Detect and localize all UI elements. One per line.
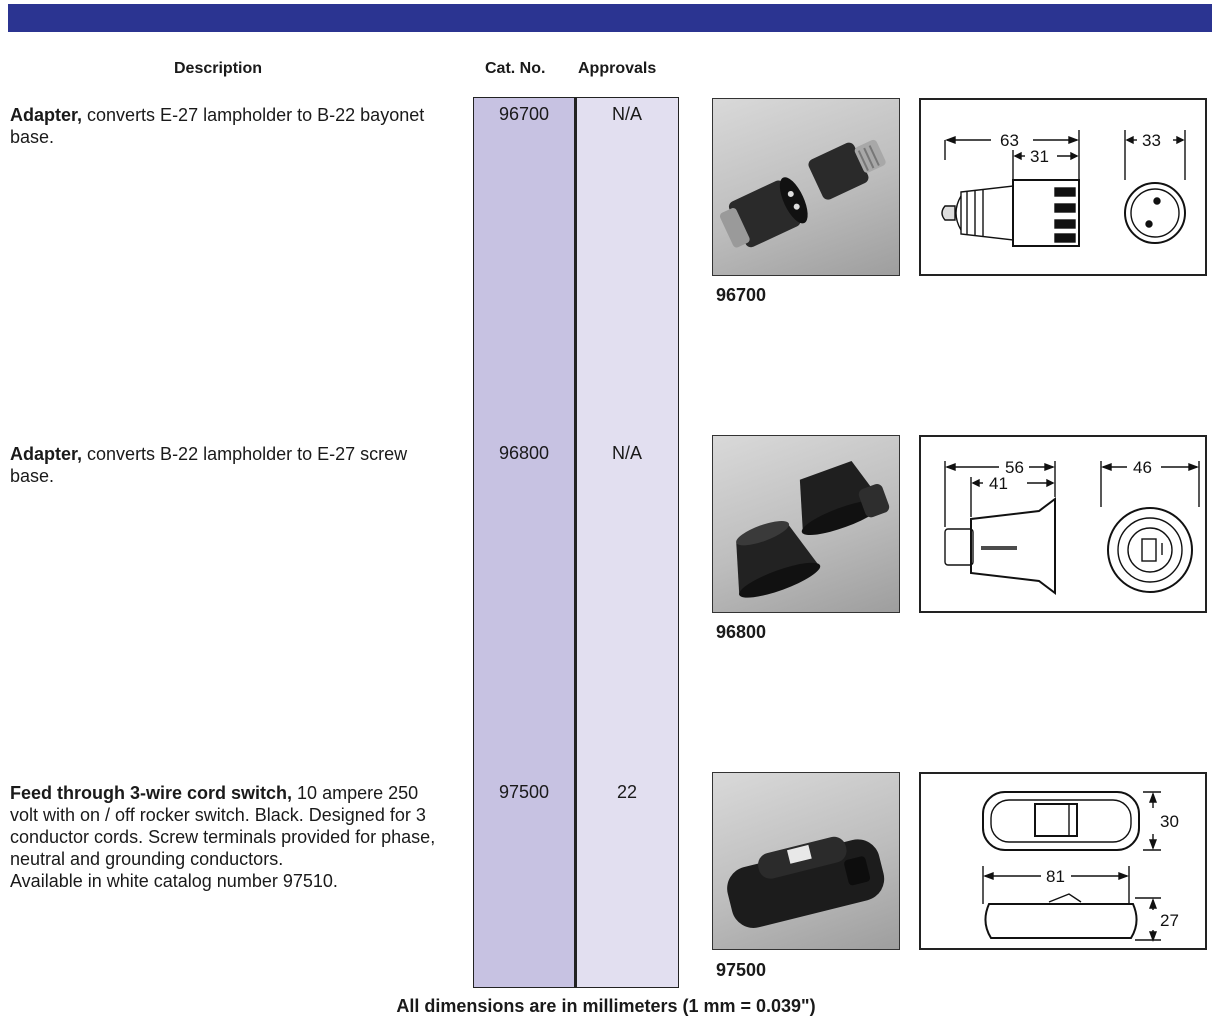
product-photo-e27-b22-adapter	[712, 98, 900, 276]
dim-height: 27	[1160, 911, 1179, 930]
description-header: Description	[174, 60, 263, 77]
dim-overall: 56	[1005, 458, 1024, 477]
cat-no-header: Cat. No.	[485, 60, 546, 77]
cat-no-cell: 96700	[498, 104, 550, 124]
dim-inner: 41	[989, 474, 1008, 493]
product-text: 10 ampere 250 volt with on / off rocker switch. Black. Designed for 3 conductor cords. Screw terminals provided for phase, neutral and grounding conductors.	[10, 783, 436, 869]
product-description	[10, 443, 450, 487]
approvals-cell: N/A	[611, 443, 642, 463]
dim-diameter: 46	[1133, 458, 1152, 477]
product-caption: 97500	[716, 960, 767, 980]
product-photo-b22-e27-adapter	[712, 435, 900, 613]
approvals-cell: 22	[616, 782, 638, 802]
product-name: Adapter,	[10, 105, 83, 125]
dimensions-footnote: All dimensions are in millimeters (1 mm = 0.039")	[396, 996, 816, 1016]
dimension-drawing-96800	[919, 435, 1207, 613]
approvals-column	[575, 97, 679, 988]
product-caption: 96800	[716, 622, 767, 642]
cat-no-cell: 96800	[498, 443, 550, 463]
product-name: Adapter,	[10, 444, 83, 464]
product-photo-cord-switch	[712, 772, 900, 950]
header-band	[8, 4, 1212, 32]
cat-no-column	[473, 97, 575, 988]
dim-inner: 31	[1030, 147, 1049, 166]
dimension-drawing-97500	[919, 772, 1207, 950]
product-description	[10, 782, 450, 892]
dim-width: 30	[1160, 812, 1179, 831]
approvals-header: Approvals	[578, 60, 657, 77]
cat-no-cell: 97500	[498, 782, 550, 802]
product-name: Feed through 3-wire cord switch,	[10, 783, 293, 803]
dim-diameter: 33	[1142, 131, 1161, 150]
product-text-extra: Available in white catalog number 97510.	[10, 871, 338, 891]
product-description	[10, 104, 450, 148]
product-text: converts E-27 lampholder to B-22 bayonet base.	[10, 105, 425, 147]
approvals-cell: N/A	[611, 104, 642, 124]
dim-length: 81	[1046, 867, 1065, 886]
dimension-drawing-96700	[919, 98, 1207, 276]
product-caption: 96700	[716, 285, 767, 305]
product-text: converts B-22 lampholder to E-27 screw base.	[10, 444, 408, 486]
dim-overall: 63	[1000, 131, 1019, 150]
